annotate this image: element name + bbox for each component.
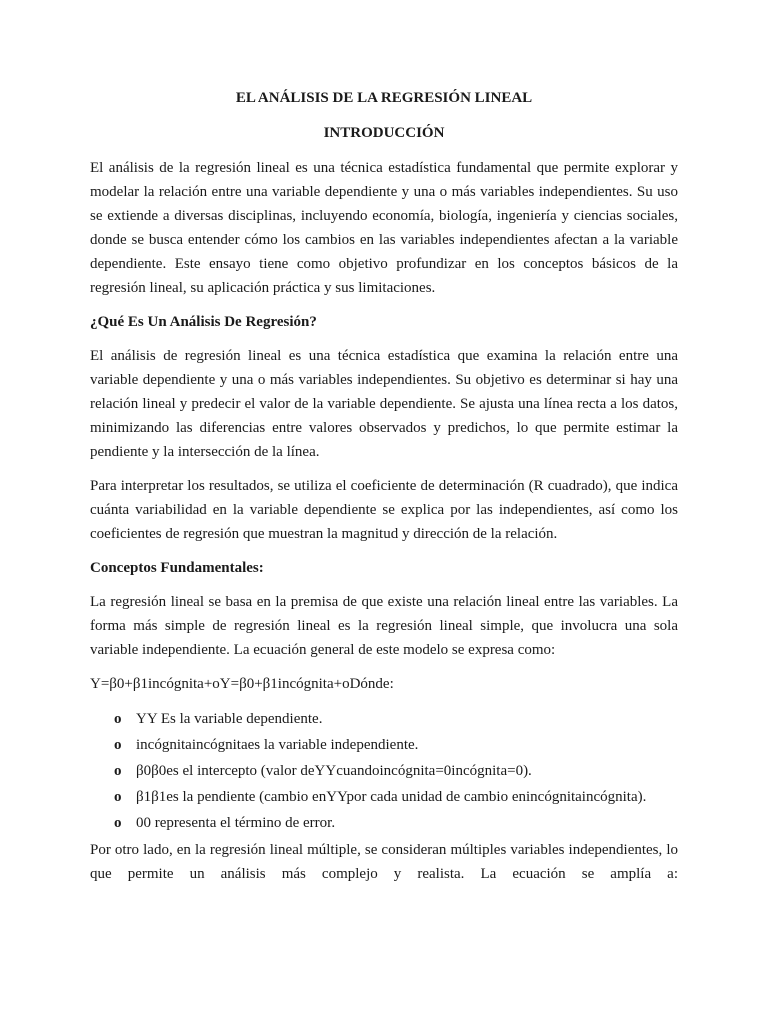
bullet-marker: o <box>114 763 122 779</box>
list-item-text: β0β0es el intercepto (valor deYYcuandoincógnita=0incógnita=0). <box>136 763 532 779</box>
intro-paragraph: El análisis de la regresión lineal es una técnica estadística fundamental que permite explorar y modelar la relación entre una variable dependiente y una o más variables independientes. Su uso se extiende a diversas disciplinas, incluyendo economía, biología, ingeniería y ciencias sociales, donde se busca entender cómo los cambios en las variables independientes afectan a la variable dependiente. Este ensayo tiene como objetivo profundizar en los conceptos básicos de la regresión lineal, su aplicación práctica y sus limitaciones. <box>90 160 678 296</box>
bullet-marker: o <box>114 737 122 753</box>
bullet-marker: o <box>114 789 122 805</box>
section1-paragraph-1: El análisis de regresión lineal es una técnica estadística que examina la relación entre una variable dependiente y una o más variables independientes. Su objetivo es determinar si hay una relación lineal y predecir el valor de la variable dependiente. Se ajusta una línea recta a los datos, minimizando las diferencias entre valores observados y predichos, lo que permite estimar la pendiente y la intersección de la línea. <box>90 348 678 460</box>
bullet-marker: o <box>114 711 122 727</box>
list-item-text: β1β1es la pendiente (cambio enYYpor cada unidad de cambio enincógnitaincógnita). <box>136 789 647 805</box>
list-item-text: YY Es la variable dependiente. <box>136 711 323 727</box>
list-item <box>90 706 678 732</box>
list-item <box>90 758 678 784</box>
bullet-marker: o <box>114 815 122 831</box>
list-item <box>90 732 678 758</box>
list-item-text: 00 representa el término de error. <box>136 815 336 831</box>
document-page <box>90 86 678 896</box>
list-item-text: incógnitaincógnitaes la variable independiente. <box>136 737 419 753</box>
document-title: EL ANÁLISIS DE LA REGRESIÓN LINEAL <box>235 90 533 106</box>
section-heading-que-es: ¿Qué Es Un Análisis De Regresión? <box>90 314 317 330</box>
section-heading-conceptos: Conceptos Fundamentales: <box>90 560 264 576</box>
variable-definition-list <box>90 706 678 836</box>
equation-line: Y=β0+β1incógnita+oY=β0+β1incógnita+oDónde: <box>90 676 394 692</box>
list-item <box>90 784 678 810</box>
section2-paragraph-1: La regresión lineal se basa en la premisa de que existe una relación lineal entre las variables. La forma más simple de regresión lineal es la regresión lineal simple, que involucra una sola variable independiente. La ecuación general de este modelo se expresa como: <box>90 594 678 658</box>
section-title-introduccion: INTRODUCCIÓN <box>323 125 445 141</box>
section2-paragraph-2: Por otro lado, en la regresión lineal múltiple, se consideran múltiples variables independientes, lo que permite un análisis más complejo y realista. La ecuación se amplía a: <box>90 842 678 882</box>
list-item <box>90 810 678 836</box>
section1-paragraph-2: Para interpretar los resultados, se utiliza el coeficiente de determinación (R cuadrado), que indica cuánta variabilidad en la variable dependiente se explica por las independientes, así como los coeficientes de regresión que muestran la magnitud y dirección de la relación. <box>90 478 678 542</box>
